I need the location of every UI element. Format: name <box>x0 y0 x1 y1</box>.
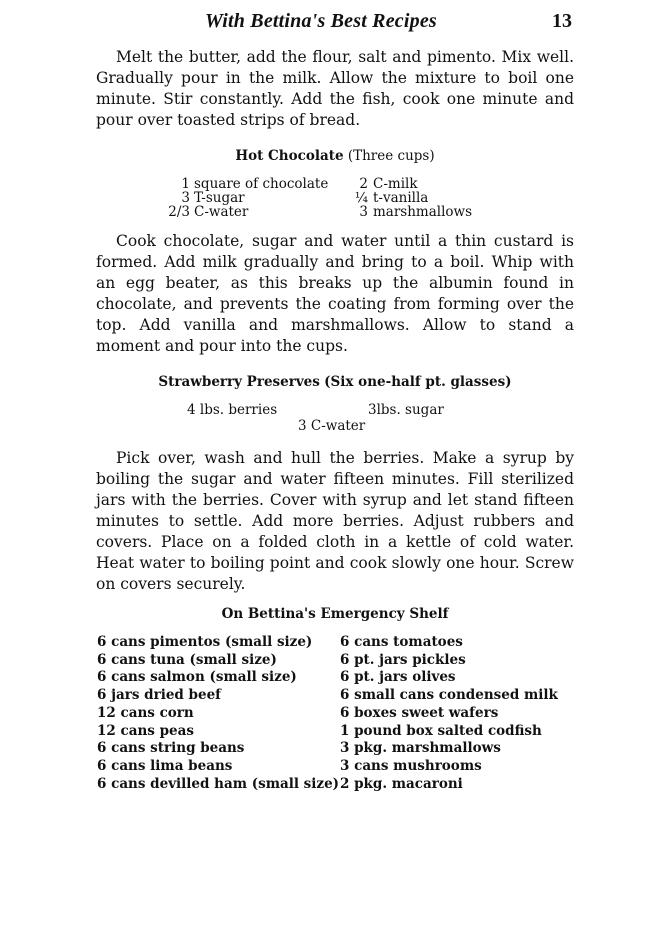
hot-chocolate-heading <box>96 148 574 164</box>
emergency-shelf-title: On Bettina's Emergency Shelf <box>221 606 449 622</box>
list-item: 6 cans devilled ham (small size) <box>97 775 340 792</box>
list-item: 3 pkg. marshmallows <box>340 740 501 757</box>
hot-chocolate-yield: (Three cups) <box>347 148 435 164</box>
ingredient-item: 3 C-water <box>298 418 366 434</box>
list-item: 6 cans tuna (small size) <box>97 651 277 668</box>
ingredient-qty: 2 <box>359 176 368 192</box>
hot-chocolate-title: Hot Chocolate <box>235 148 344 164</box>
list-item: 6 cans salmon (small size) <box>97 669 297 686</box>
ingredient-item: 3lbs. sugar <box>368 402 444 418</box>
list-item: 6 pt. jars olives <box>340 669 456 686</box>
list-item: 6 cans string beans <box>97 740 245 757</box>
ingredient-qty: 3 <box>359 204 368 220</box>
hot-chocolate-method: Cook chocolate, sugar and water until a thin custard is formed. Add milk gradually and bring to a boil. Whip with an egg beater, as this breaks up the albumin found in chocolate, and prevents the coating from forming over the top. Add vanilla and marshmallows. Allow to stand a moment and pour into the cups. <box>96 232 574 355</box>
list-item: 3 cans mushrooms <box>340 757 482 774</box>
intro-paragraph: Melt the butter, add the flour, salt and pimento. Mix well. Gradually pour in the milk. Allow the mixture to boil one minute. Stir constantly. Add the fish, cook one minute and pour over toasted strips of bread. <box>96 48 574 129</box>
list-item: 6 small cans condensed milk <box>340 687 558 704</box>
ingredient-item: 4 lbs. berries <box>187 402 278 418</box>
list-item: 1 pound box salted codfish <box>340 722 542 739</box>
ingredient-item: square of chocolate <box>194 176 329 192</box>
list-item: 6 jars dried beef <box>97 687 221 704</box>
ingredient-item: T-sugar <box>194 190 245 206</box>
list-item: 6 pt. jars pickles <box>340 651 466 668</box>
ingredient-qty: 2/3 <box>168 204 190 220</box>
list-item: 6 cans pimentos (small size) <box>97 634 313 650</box>
running-title: With Bettina's Best Recipes <box>205 10 437 32</box>
list-item: 6 boxes sweet wafers <box>340 704 499 721</box>
list-item: 6 cans tomatoes <box>340 634 463 650</box>
page-number: 13 <box>552 10 572 32</box>
ingredient-qty: ¼ <box>354 190 368 206</box>
strawberry-preserves-title: Strawberry Preserves <box>158 374 320 390</box>
strawberry-preserves-heading <box>96 374 574 390</box>
emergency-shelf-heading <box>96 606 574 622</box>
list-item: 12 cans peas <box>97 722 194 739</box>
emergency-shelf-right-list <box>340 634 558 793</box>
list-item: 2 pkg. macaroni <box>340 775 463 792</box>
ingredient-item: C-milk <box>373 176 418 192</box>
list-item: 12 cans corn <box>97 704 194 721</box>
ingredient-item: marshmallows <box>373 204 473 220</box>
ingredient-qty: 1 <box>181 176 190 192</box>
strawberry-preserves-method: Pick over, wash and hull the berries. Make a syrup by boiling the sugar and water fifteen minutes. Fill sterilized jars with the berries. Cover with syrup and let stand fifteen minutes to settle. Add more berries. Adjust rubbers and covers. Place on a folded cloth in a kettle of cold water. Heat water to boiling point and cook slowly one hour. Screw on covers securely. <box>96 449 574 593</box>
page-header <box>0 10 650 40</box>
ingredient-item: C-water <box>194 204 249 220</box>
ingredient-qty: 3 <box>181 190 190 206</box>
ingredient-item: t-vanilla <box>373 190 429 206</box>
list-item: 6 cans lima beans <box>97 757 233 774</box>
emergency-shelf-left-list <box>97 634 339 793</box>
strawberry-preserves-yield: (Six one-half pt. glasses) <box>324 374 512 390</box>
